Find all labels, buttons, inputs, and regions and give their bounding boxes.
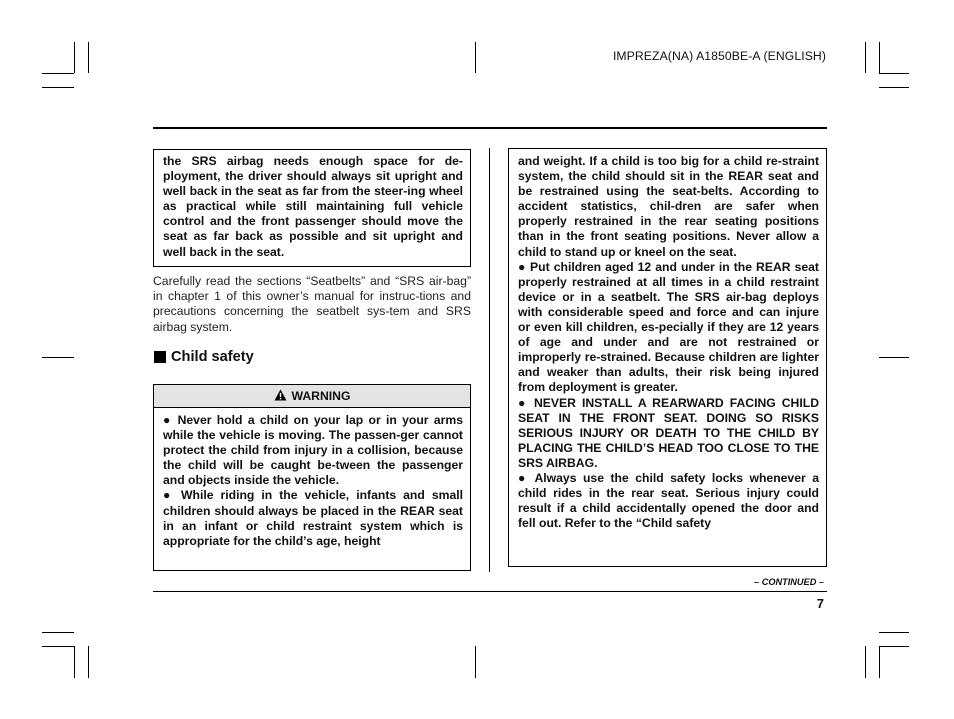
- crop-mark: [74, 646, 75, 678]
- crop-mark: [42, 73, 74, 74]
- square-bullet-icon: [154, 351, 166, 363]
- document-code: IMPREZA(NA) A1850BE-A (ENGLISH): [612, 49, 826, 63]
- warning-header: [154, 385, 470, 408]
- column-divider: [489, 148, 490, 572]
- section-heading-text: Child safety: [171, 349, 254, 365]
- crop-mark: [475, 646, 476, 678]
- crop-mark: [865, 42, 866, 73]
- warning-box: [153, 384, 471, 571]
- warning-item: ● Never hold a child on your lap or in your arms while the vehicle is moving. The passen-ger cannot protect the child from injury in a collision, because the child will be caught be-tween the passenger and objects inside the vehicle.: [163, 413, 463, 488]
- crop-mark: [879, 632, 909, 633]
- warning-item: ● While riding in the vehicle, infants and small children should always be placed in the REAR seat in an infant or child restraint system which is appropriate for the child’s age, height: [163, 488, 463, 548]
- crop-mark: [879, 87, 909, 88]
- intro-paragraph: [153, 274, 471, 335]
- crop-mark: [42, 357, 74, 358]
- crop-mark: [475, 42, 476, 73]
- warning-continued-box: [508, 148, 827, 567]
- section-heading: [154, 349, 254, 365]
- crop-mark: [879, 646, 909, 647]
- crop-mark: [74, 42, 75, 73]
- warning-item: and weight. If a child is too big for a child re-straint system, the child should sit in the REAR seat and be restrained using the seat-belts. According to accident statistics, chil-dren are safer when properly restrained in the rear seating positions than in the front seating positions. Never allow a child to stand up or kneel on the seat.: [518, 154, 819, 259]
- crop-mark: [88, 42, 89, 73]
- warning-item: ● Put children aged 12 and under in the REAR seat properly restrained at all times in a child restraint device or in a seatbelt. The SRS air-bag deploys with considerable speed and force and can injure or even kill children, es-pecially if they are 12 years of age and under and are not restrained or improperly re-strained. Because children are lighter and weaker than adults, their risk being injured from deployment is greater.: [518, 259, 819, 395]
- crop-mark: [88, 646, 89, 678]
- srs-caution-box: [153, 149, 471, 267]
- crop-mark: [42, 87, 74, 88]
- crop-mark: [879, 646, 880, 678]
- crop-mark: [879, 73, 909, 74]
- header-rule: [153, 127, 827, 129]
- footer-rule: [153, 591, 827, 592]
- crop-mark: [879, 42, 880, 73]
- intro-paragraph-text: Carefully read the sections “Seatbelts” and “SRS air-bag” in chapter 1 of this owner’s manual for instruc-tions and precautions concerning the seatbelt sys-tem and SRS airbag system.: [153, 274, 471, 334]
- crop-mark: [42, 632, 74, 633]
- warning-item: ● NEVER INSTALL A REARWARD FACING CHILD SEAT IN THE FRONT SEAT. DOING SO RISKS SERIOUS INJURY OR DEATH TO THE CHILD BY PLACING THE CHILD’S HEAD TOO CLOSE TO THE SRS AIRBAG.: [518, 395, 819, 470]
- srs-caution-text: the SRS airbag needs enough space for de-ployment, the driver should always sit upright and well back in the seat as far from the steer-ing wheel as practical while still maintaining full vehicle control and the front passenger should move the seat as far back as possible and sit upright and well back in the seat.: [163, 154, 463, 259]
- warning-item: ● Always use the child safety locks whenever a child rides in the rear seat. Serious injury could result if a child accidentally opened the door and fell out. Refer to the “Child safety: [518, 470, 819, 531]
- warning-triangle-icon: [274, 389, 287, 404]
- crop-mark: [865, 646, 866, 678]
- warning-title: WARNING: [291, 389, 351, 403]
- page-number: 7: [816, 596, 824, 611]
- continued-label: – CONTINUED –: [754, 577, 824, 587]
- crop-mark: [42, 646, 74, 647]
- crop-mark: [879, 357, 909, 358]
